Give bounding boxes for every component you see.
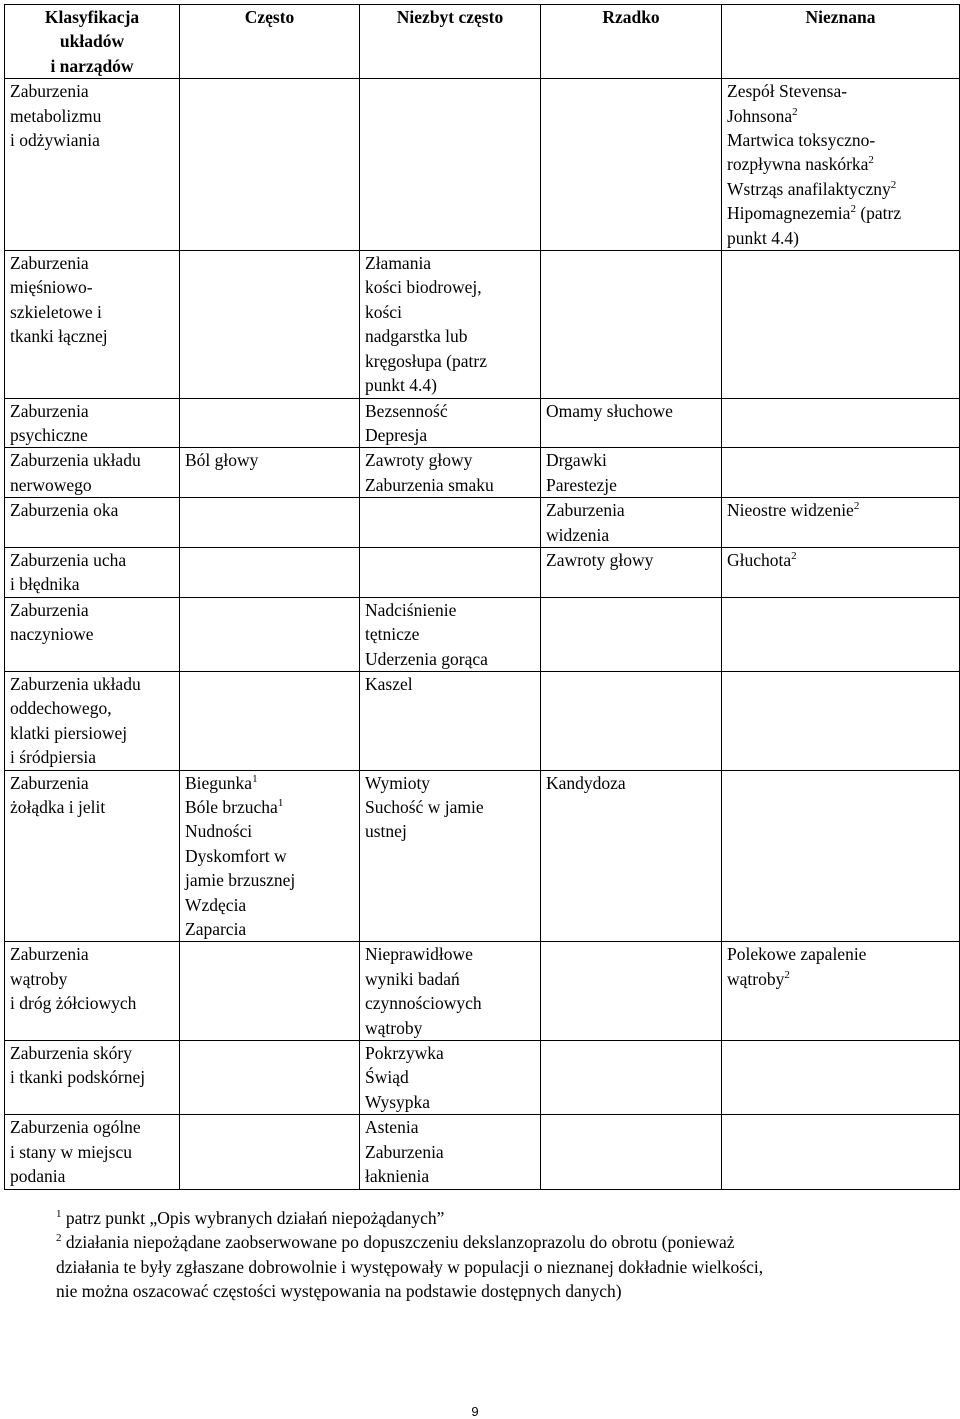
nieznana-cell — [722, 398, 960, 448]
reaction-line — [727, 548, 959, 572]
reaction-text: widzenia — [546, 524, 610, 545]
reaction-text: Zespół Stevensa- — [727, 81, 848, 102]
niezbyt-czesto-cell — [360, 398, 541, 448]
footnote-ref: 2 — [784, 969, 790, 982]
reaction-text: Zaparcia — [185, 919, 247, 940]
footnote-text: nie można oszacować częstości występowania na podstawie dostępnych danych) — [56, 1281, 622, 1302]
reaction-text-continued: (patrz — [855, 203, 902, 224]
reaction-line — [365, 1090, 540, 1114]
reaction-text: punkt 4.4) — [727, 227, 799, 248]
czesto-cell — [180, 79, 360, 251]
organ-class-line: mięśniowo- — [10, 277, 93, 298]
reaction-line — [727, 201, 959, 225]
rzadko-cell — [541, 770, 722, 942]
rzadko-cell — [541, 398, 722, 448]
footnote-mark: 1 — [56, 1208, 62, 1221]
reaction-line — [365, 1041, 540, 1065]
niezbyt-czesto-cell — [360, 1041, 541, 1115]
reaction-line — [365, 622, 540, 646]
reaction-text: Wymioty — [365, 772, 431, 793]
table-row — [5, 547, 960, 597]
czesto-cell — [180, 1115, 360, 1189]
reaction-text: kości biodrowej, — [365, 277, 482, 298]
table-header-row — [5, 5, 960, 79]
table-row — [5, 671, 960, 770]
organ-class-line: nerwowego — [10, 474, 92, 495]
table-row — [5, 597, 960, 671]
reaction-line — [365, 819, 540, 843]
czesto-cell — [180, 498, 360, 548]
nieznana-cell — [722, 597, 960, 671]
reaction-line — [365, 275, 540, 299]
header-line: Rzadko — [602, 7, 660, 27]
footnote-ref: 2 — [853, 500, 860, 513]
niezbyt-czesto-cell — [360, 1115, 541, 1189]
niezbyt-czesto-cell — [360, 547, 541, 597]
header-rzadko — [541, 5, 722, 79]
reaction-text: punkt 4.4) — [365, 375, 437, 396]
reaction-text: Świąd — [365, 1067, 409, 1088]
reaction-line — [546, 399, 721, 423]
reaction-text: Wysypka — [365, 1091, 431, 1112]
nieznana-cell — [722, 1115, 960, 1189]
reaction-text: Parestezje — [546, 474, 617, 495]
footnote-text: działania te były zgłaszane dobrowolnie i występowały w populacji o nieznanej dokładnie wielkości, — [56, 1256, 764, 1277]
reaction-text: kręgosłupa (patrz — [365, 350, 487, 371]
czesto-cell — [180, 1041, 360, 1115]
nieznana-cell — [722, 671, 960, 770]
reaction-text: Nudności — [185, 821, 253, 842]
reaction-text: jamie brzusznej — [185, 870, 296, 891]
nieznana-cell — [722, 1041, 960, 1115]
reaction-line — [365, 1115, 540, 1139]
organ-class-line: Zaburzenia — [10, 772, 89, 793]
rzadko-cell — [541, 671, 722, 770]
rzadko-cell — [541, 1115, 722, 1189]
organ-class-cell — [5, 448, 180, 498]
niezbyt-czesto-cell — [360, 448, 541, 498]
reaction-text: Omamy słuchowe — [546, 400, 673, 421]
reaction-text: Johnsona — [727, 105, 793, 126]
reaction-line — [365, 771, 540, 795]
reaction-line — [185, 771, 359, 795]
organ-class-line: i odżywiania — [10, 130, 100, 151]
reaction-text: Wzdęcia — [185, 894, 247, 915]
reaction-line — [365, 324, 540, 348]
reaction-text: Depresja — [365, 424, 428, 445]
organ-class-line: i śródpiersia — [10, 747, 97, 768]
header-organ-class — [5, 5, 180, 79]
table-row — [5, 1115, 960, 1189]
organ-class-line: i tkanki podskórnej — [10, 1067, 146, 1088]
nieznana-cell — [722, 942, 960, 1041]
reaction-text: Polekowe zapalenie — [727, 944, 867, 965]
organ-class-line: Zaburzenia ucha — [10, 549, 127, 570]
organ-class-line: Zaburzenia układu — [10, 450, 141, 471]
reaction-text: kości — [365, 301, 402, 322]
footnote-ref: 2 — [868, 154, 874, 167]
table-row — [5, 79, 960, 251]
reaction-text: nadgarstka lub — [365, 326, 468, 347]
footnote-text: patrz punkt „Opis wybranych działań niepożądanych” — [65, 1208, 445, 1228]
table-row — [5, 398, 960, 448]
reaction-text: Wstrząs anafilaktyczny — [727, 178, 891, 199]
reaction-line — [546, 498, 721, 522]
organ-class-cell — [5, 1041, 180, 1115]
organ-class-line: oddechowego, — [10, 698, 112, 719]
organ-class-cell — [5, 942, 180, 1041]
reaction-text: Zaburzenia — [365, 1141, 444, 1162]
organ-class-line: i dróg żółciowych — [10, 993, 137, 1014]
nieznana-cell — [722, 79, 960, 251]
table-row — [5, 251, 960, 398]
reaction-line — [546, 523, 721, 547]
reaction-text: wątroby — [727, 968, 785, 989]
organ-class-cell — [5, 1115, 180, 1189]
adverse-reactions-table — [4, 4, 960, 1190]
organ-class-line: tkanki łącznej — [10, 326, 108, 347]
reaction-line — [185, 893, 359, 917]
niezbyt-czesto-cell — [360, 251, 541, 398]
header-line: układów — [59, 31, 125, 52]
footnote-line — [56, 1279, 916, 1303]
reaction-text: Ból głowy — [185, 450, 259, 471]
organ-class-line: Zaburzenia — [10, 944, 89, 965]
reaction-text: tętnicze — [365, 624, 420, 645]
niezbyt-czesto-cell — [360, 770, 541, 942]
organ-class-line: Zaburzenia — [10, 599, 89, 620]
footnotes — [56, 1206, 916, 1304]
reaction-text: Kandydoza — [546, 772, 626, 793]
reaction-line — [365, 349, 540, 373]
organ-class-line: Zaburzenia — [10, 400, 89, 421]
reaction-text: rozpływna naskórka — [727, 154, 869, 175]
rzadko-cell — [541, 448, 722, 498]
reaction-line — [185, 795, 359, 819]
reaction-text: Bóle brzucha — [185, 797, 278, 817]
organ-class-line: i błędnika — [10, 574, 80, 595]
header-line: Często — [244, 7, 295, 27]
reaction-text: Kaszel — [365, 673, 413, 694]
reaction-line — [365, 1164, 540, 1188]
organ-class-line: metabolizmu — [10, 105, 102, 126]
reaction-text: łaknienia — [365, 1166, 430, 1187]
reaction-line — [727, 226, 959, 250]
reaction-text: Zawroty głowy — [546, 549, 654, 570]
organ-class-line: Zaburzenia ogólne — [10, 1117, 141, 1138]
nieznana-cell — [722, 770, 960, 942]
table-row — [5, 498, 960, 548]
reaction-text: Zawroty głowy — [365, 450, 473, 471]
reaction-line — [365, 399, 540, 423]
organ-class-line: Zaburzenia — [10, 253, 89, 274]
footnote-ref: 2 — [791, 550, 797, 563]
reaction-text: Zaburzenia — [546, 500, 625, 521]
rzadko-cell — [541, 597, 722, 671]
header-line: Niezbyt często — [396, 7, 504, 27]
reaction-text: Hipomagnezemia — [727, 203, 851, 224]
rzadko-cell — [541, 1041, 722, 1115]
reaction-line — [365, 598, 540, 622]
reaction-text: Nieostre widzenie — [727, 500, 854, 521]
reaction-line — [365, 300, 540, 324]
page-number: 9 — [471, 1404, 479, 1419]
reaction-line — [546, 448, 721, 472]
reaction-line — [365, 647, 540, 671]
reaction-line — [365, 1140, 540, 1164]
rzadko-cell — [541, 942, 722, 1041]
reaction-line — [727, 79, 959, 103]
nieznana-cell — [722, 448, 960, 498]
reaction-text: Nieprawidłowe — [365, 944, 473, 965]
reaction-line — [185, 448, 359, 472]
czesto-cell — [180, 448, 360, 498]
reaction-text: Nadciśnienie — [365, 599, 457, 620]
reaction-line — [365, 795, 540, 819]
reaction-text: Głuchota — [727, 549, 792, 570]
reaction-line — [546, 473, 721, 497]
reaction-text: wątroby — [365, 1017, 423, 1038]
reaction-line — [365, 423, 540, 447]
header-line: i narządów — [50, 55, 134, 76]
reaction-text: Bezsenność — [365, 400, 448, 421]
organ-class-line: naczyniowe — [10, 624, 94, 645]
reaction-text: czynnościowych — [365, 993, 482, 1014]
reaction-line — [365, 991, 540, 1015]
organ-class-line: psychiczne — [10, 424, 88, 445]
organ-class-cell — [5, 770, 180, 942]
table-row — [5, 942, 960, 1041]
czesto-cell — [180, 597, 360, 671]
footnote-ref: 1 — [277, 797, 284, 810]
reaction-line — [727, 104, 959, 128]
organ-class-line: klatki piersiowej — [10, 722, 128, 743]
reaction-line — [727, 177, 959, 201]
reaction-line — [365, 448, 540, 472]
rzadko-cell — [541, 79, 722, 251]
reaction-text: Astenia — [365, 1117, 419, 1138]
niezbyt-czesto-cell — [360, 597, 541, 671]
czesto-cell — [180, 251, 360, 398]
reaction-line — [365, 967, 540, 991]
table-row — [5, 770, 960, 942]
reaction-line — [185, 844, 359, 868]
reaction-text: Dyskomfort w — [185, 845, 287, 866]
organ-class-line: wątroby — [10, 968, 68, 989]
reaction-line — [546, 548, 721, 572]
czesto-cell — [180, 398, 360, 448]
czesto-cell — [180, 671, 360, 770]
niezbyt-czesto-cell — [360, 79, 541, 251]
organ-class-line: Zaburzenia oka — [10, 500, 119, 521]
header-czesto — [180, 5, 360, 79]
footnote-line — [56, 1230, 916, 1254]
footnote-ref: 2 — [850, 203, 856, 216]
reaction-text: Zaburzenia smaku — [365, 474, 494, 495]
header-nieznana — [722, 5, 960, 79]
rzadko-cell — [541, 498, 722, 548]
reaction-line — [365, 373, 540, 397]
organ-class-cell — [5, 498, 180, 548]
table-row — [5, 1041, 960, 1115]
niezbyt-czesto-cell — [360, 671, 541, 770]
reaction-text: ustnej — [365, 821, 407, 842]
organ-class-line: Zaburzenia — [10, 81, 89, 102]
reaction-text: Złamania — [365, 253, 432, 274]
reaction-line — [365, 473, 540, 497]
niezbyt-czesto-cell — [360, 498, 541, 548]
nieznana-cell — [722, 498, 960, 548]
reaction-line — [727, 128, 959, 152]
organ-class-line: Zaburzenia układu — [10, 673, 141, 694]
organ-class-cell — [5, 597, 180, 671]
reaction-line — [365, 672, 540, 696]
footnote-line — [56, 1206, 916, 1230]
footnote-ref: 1 — [252, 772, 258, 785]
nieznana-cell — [722, 251, 960, 398]
reaction-line — [727, 967, 959, 991]
organ-class-cell — [5, 547, 180, 597]
footnote-line — [56, 1255, 916, 1279]
table-body — [5, 79, 960, 1189]
rzadko-cell — [541, 251, 722, 398]
organ-class-line: podania — [10, 1166, 66, 1187]
organ-class-line: i stany w miejscu — [10, 1141, 132, 1162]
reaction-line — [185, 917, 359, 941]
reaction-text: Biegunka — [185, 772, 253, 793]
table-row — [5, 448, 960, 498]
footnote-mark: 2 — [56, 1232, 62, 1245]
reaction-line — [185, 819, 359, 843]
reaction-line — [365, 1016, 540, 1040]
reaction-line — [727, 942, 959, 966]
reaction-text: Drgawki — [546, 450, 607, 471]
rzadko-cell — [541, 547, 722, 597]
reaction-text: Uderzenia gorąca — [365, 648, 488, 669]
organ-class-cell — [5, 251, 180, 398]
reaction-text: Suchość w jamie — [365, 797, 484, 817]
organ-class-line: Zaburzenia skóry — [10, 1043, 132, 1064]
header-niezbyt-czesto — [360, 5, 541, 79]
czesto-cell — [180, 942, 360, 1041]
reaction-text: Pokrzywka — [365, 1043, 444, 1064]
nieznana-cell — [722, 547, 960, 597]
header-line: Nieznana — [805, 7, 876, 27]
reaction-text: wyniki badań — [365, 968, 460, 989]
footnote-ref: 2 — [890, 179, 897, 192]
footnote-ref: 2 — [792, 105, 798, 118]
organ-class-cell — [5, 79, 180, 251]
organ-class-line: żołądka i jelit — [10, 797, 106, 817]
reaction-line — [546, 771, 721, 795]
organ-class-cell — [5, 671, 180, 770]
organ-class-cell — [5, 398, 180, 448]
reaction-line — [727, 498, 959, 522]
reaction-line — [727, 152, 959, 176]
footnote-text: działania niepożądane zaobserwowane po dopuszczeniu dekslanzoprazolu do obrotu (ponieważ — [65, 1232, 735, 1253]
reaction-line — [365, 942, 540, 966]
reaction-line — [365, 251, 540, 275]
reaction-line — [185, 868, 359, 892]
reaction-line — [365, 1065, 540, 1089]
reaction-text: Martwica toksyczno- — [727, 130, 876, 151]
czesto-cell — [180, 770, 360, 942]
niezbyt-czesto-cell — [360, 942, 541, 1041]
organ-class-line: szkieletowe i — [10, 301, 102, 322]
czesto-cell — [180, 547, 360, 597]
header-line: Klasyfikacja — [44, 7, 140, 27]
